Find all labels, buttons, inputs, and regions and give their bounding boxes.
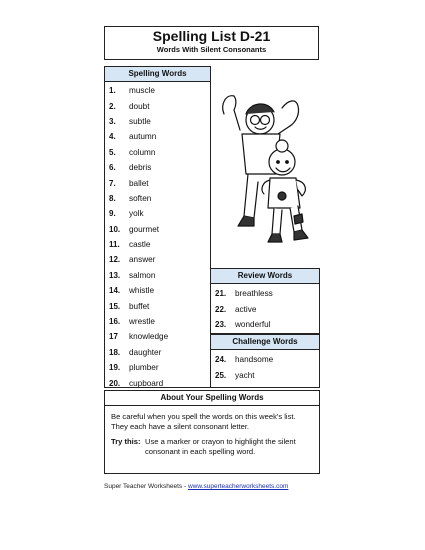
review-word-number: 21.	[215, 289, 227, 299]
spelling-word-row	[105, 145, 210, 160]
spelling-word-word: knowledge	[129, 332, 169, 342]
spelling-word-word: debris	[129, 163, 152, 173]
spelling-word-number: 5.	[109, 147, 116, 157]
spelling-word-word: yolk	[129, 209, 144, 219]
spelling-word-word: autumn	[129, 132, 157, 142]
challenge-word-number: 24.	[215, 355, 227, 365]
spelling-word-number: 19.	[109, 363, 121, 373]
spelling-word-number: 17	[109, 332, 118, 342]
spelling-word-row	[105, 191, 210, 206]
spelling-word-number: 16.	[109, 317, 121, 327]
spelling-word-number: 2.	[109, 101, 116, 111]
spelling-word-word: answer	[129, 255, 156, 265]
challenge-word-word: yacht	[235, 370, 255, 380]
spelling-word-row	[105, 314, 210, 329]
worksheet-header	[104, 26, 319, 60]
review-word-row	[211, 317, 319, 333]
spelling-word-word: ballet	[129, 178, 149, 188]
spelling-word-word: daughter	[129, 347, 162, 357]
spelling-words-heading: Spelling Words	[105, 67, 210, 82]
spelling-words-box	[104, 66, 211, 388]
spelling-word-row	[105, 83, 210, 98]
challenge-word-word: handsome	[235, 355, 274, 365]
spelling-word-number: 12.	[109, 255, 121, 265]
spelling-word-word: muscle	[129, 86, 155, 96]
spelling-word-row	[105, 360, 210, 375]
footer-link[interactable]: www.superteacherworksheets.com	[187, 483, 289, 490]
challenge-words-box	[210, 334, 320, 388]
spelling-word-word: soften	[129, 193, 152, 203]
spelling-word-number: 8.	[109, 193, 116, 203]
spelling-word-word: subtle	[129, 116, 151, 126]
review-words-list	[211, 284, 319, 333]
review-word-number: 22.	[215, 304, 227, 314]
about-heading: About Your Spelling Words	[105, 391, 319, 406]
spelling-word-row	[105, 329, 210, 344]
spelling-word-word: buffet	[129, 301, 150, 311]
spelling-word-row	[105, 98, 210, 113]
page-title: Spelling List D-21	[152, 28, 271, 44]
try-this-label: Try this:	[111, 437, 141, 446]
spelling-word-row	[105, 129, 210, 144]
footer-prefix: Super Teacher Worksheets -	[104, 483, 188, 490]
spelling-word-word: gourmet	[129, 224, 160, 234]
spelling-word-word: column	[129, 147, 156, 157]
spelling-word-row	[105, 268, 210, 283]
spelling-word-number: 14.	[109, 286, 121, 296]
spelling-word-row	[105, 114, 210, 129]
two-kids-flexing-icon	[210, 86, 320, 262]
review-words-box	[210, 268, 320, 334]
review-word-word: wonderful	[235, 320, 271, 330]
spelling-word-number: 18.	[109, 347, 121, 357]
spelling-word-row	[105, 298, 210, 313]
challenge-words-list	[211, 350, 319, 383]
review-word-number: 23.	[215, 320, 227, 330]
spelling-word-row	[105, 175, 210, 190]
spelling-word-number: 9.	[109, 209, 116, 219]
spelling-word-number: 4.	[109, 132, 116, 142]
try-this-text: Use a marker or crayon to highlight the silent consonant in each spelling word.	[145, 437, 296, 456]
spelling-word-number: 10.	[109, 224, 121, 234]
challenge-word-row	[211, 352, 319, 368]
try-this-row	[105, 431, 319, 456]
spelling-word-word: wrestle	[129, 317, 155, 327]
review-word-row	[211, 302, 319, 318]
spelling-word-number: 1.	[109, 86, 116, 96]
spelling-word-row	[105, 283, 210, 298]
about-box	[104, 390, 320, 474]
spelling-word-row	[105, 375, 210, 390]
challenge-word-number: 25.	[215, 370, 227, 380]
review-word-word: active	[235, 304, 257, 314]
spelling-word-number: 7.	[109, 178, 116, 188]
review-words-heading: Review Words	[211, 269, 319, 284]
footer	[104, 483, 288, 490]
spelling-word-row	[105, 252, 210, 267]
about-paragraph: Be careful when you spell the words on this week's list. They each have a silent consonant letter.	[111, 412, 296, 431]
spelling-word-word: plumber	[129, 363, 159, 373]
review-word-word: breathless	[235, 289, 273, 299]
spelling-word-row	[105, 160, 210, 175]
review-word-row	[211, 286, 319, 302]
spelling-word-number: 20.	[109, 378, 121, 388]
page-subtitle: Words With Silent Consonants	[156, 45, 267, 54]
spelling-word-number: 3.	[109, 116, 116, 126]
spelling-word-word: castle	[129, 240, 151, 250]
spelling-word-word: doubt	[129, 101, 150, 111]
challenge-words-heading: Challenge Words	[211, 335, 319, 350]
spelling-word-word: salmon	[129, 270, 156, 280]
spelling-word-number: 6.	[109, 163, 116, 173]
spelling-word-word: cupboard	[129, 378, 164, 388]
spelling-word-number: 15.	[109, 301, 121, 311]
spelling-word-row	[105, 345, 210, 360]
spelling-word-word: whistle	[129, 286, 155, 296]
spelling-words-list	[105, 82, 210, 391]
challenge-word-row	[211, 368, 319, 384]
spelling-word-number: 11.	[109, 240, 120, 250]
spelling-word-row	[105, 206, 210, 221]
spelling-word-number: 13.	[109, 270, 121, 280]
spelling-word-row	[105, 222, 210, 237]
spelling-word-row	[105, 237, 210, 252]
